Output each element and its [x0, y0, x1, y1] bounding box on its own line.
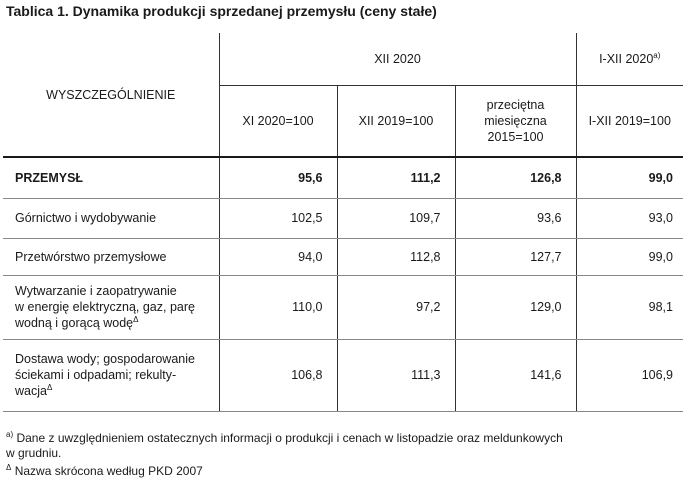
table-row — [3, 339, 683, 411]
header-sub-avg-2015: przeciętna miesięczna 2015=100 — [455, 85, 576, 157]
cell-value: 93,6 — [455, 198, 576, 238]
cell-value: 141,6 — [455, 339, 576, 411]
cell-value: 110,0 — [219, 275, 337, 339]
cell-value: 102,5 — [219, 198, 337, 238]
header-sub-i-xii-2019: I-XII 2019=100 — [576, 85, 683, 157]
header-sub-xi-2020: XI 2020=100 — [219, 85, 337, 157]
table-row — [3, 275, 683, 339]
row-label: PRZEMYSŁ — [3, 157, 219, 198]
table-row — [3, 238, 683, 275]
table-title: Tablica 1. Dynamika produkcji sprzedanej przemysłu (ceny stałe) — [6, 3, 437, 19]
cell-value: 111,3 — [337, 339, 455, 411]
cell-value: 97,2 — [337, 275, 455, 339]
cell-value: 109,7 — [337, 198, 455, 238]
header-group-i-xii-2020: I-XII 2020$^{a)}$ — [576, 33, 683, 85]
header-label-column: WYSZCZEGÓLNIENIE — [3, 33, 219, 157]
cell-value: 127,7 — [455, 238, 576, 275]
footnote-a: $^{a)}$ Dane z uwzględnieniem ostatecznych informacji o produkcji i cenach w listopadzie oraz meldunkowych w grudniu. — [6, 430, 563, 460]
cell-value: 106,9 — [576, 339, 683, 411]
header-group-xii-2020: XII 2020 — [219, 33, 576, 85]
cell-value: 112,8 — [337, 238, 455, 275]
row-label: Przetwórstwo przemysłowe — [3, 238, 219, 275]
table-row — [3, 198, 683, 238]
row-label: Górnictwo i wydobywanie — [3, 198, 219, 238]
cell-value: 99,0 — [576, 157, 683, 198]
production-dynamics-table — [3, 33, 683, 412]
footnote-delta: $^\Delta$ Nazwa skrócona według PKD 2007 — [6, 463, 203, 478]
cell-value: 129,0 — [455, 275, 576, 339]
cell-value: 126,8 — [455, 157, 576, 198]
row-label: Wytwarzanie i zaopatrywanie w energię elektryczną, gaz, parę wodną i gorącą wodę$^\Delta$ — [3, 275, 219, 339]
cell-value: 106,8 — [219, 339, 337, 411]
cell-value: 94,0 — [219, 238, 337, 275]
cell-value: 111,2 — [337, 157, 455, 198]
table-row — [3, 157, 683, 198]
cell-value: 98,1 — [576, 275, 683, 339]
header-sub-xii-2019: XII 2019=100 — [337, 85, 455, 157]
cell-value: 93,0 — [576, 198, 683, 238]
cell-value: 95,6 — [219, 157, 337, 198]
row-label: Dostawa wody; gospodarowanie ściekami i odpadami; rekulty- wacja$^\Delta$ — [3, 339, 219, 411]
cell-value: 99,0 — [576, 238, 683, 275]
